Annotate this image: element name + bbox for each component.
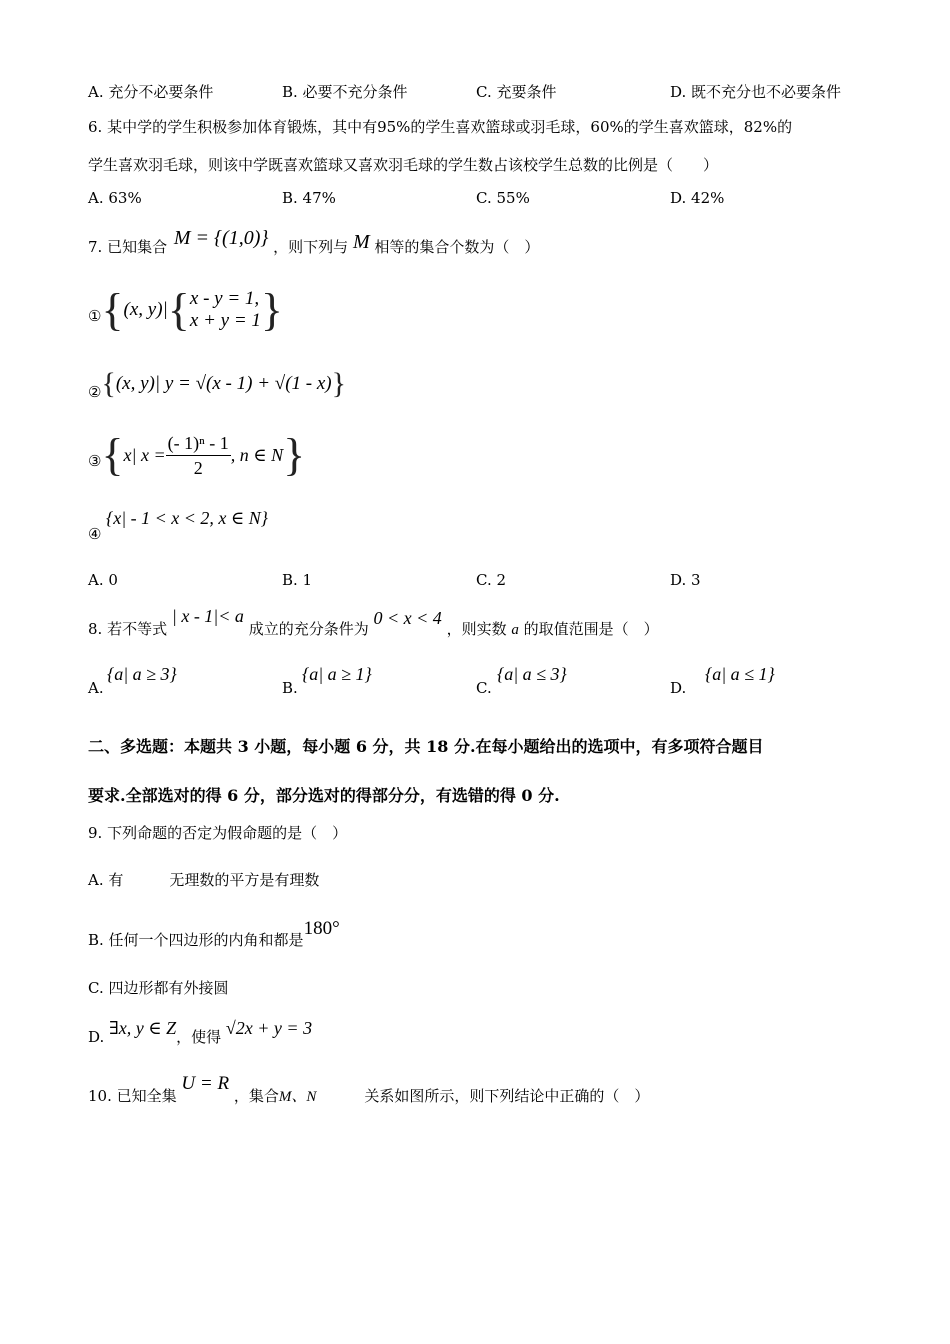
q6-stem-line2: 学生喜欢羽毛球，则该中学既喜欢篮球又喜欢羽毛球的学生数占该校学生总数的比例是（ ） — [88, 156, 719, 174]
q9-option-b — [88, 918, 340, 950]
q10-prefix: 10. 已知全集 — [88, 1087, 177, 1105]
q6-option-b: B. 47% — [282, 189, 336, 207]
q8-middle: 成立的充分条件为 — [248, 620, 369, 638]
q9-option-a — [88, 870, 319, 890]
q7-item3-lhs: x| x = — [123, 445, 166, 465]
q7-middle: ，则下列与 — [273, 238, 349, 256]
q8-suffix-pre: ，则实数 — [446, 620, 507, 638]
q9-option-d — [88, 1018, 313, 1047]
q8-option-a-math: {a| a ≥ 3} — [107, 664, 177, 684]
q7-set-m: M = {(1,0)} — [173, 227, 269, 249]
q7-item3-rhs: , n ∈ N — [230, 445, 284, 465]
q9-stem: 9. 下列命题的否定为假命题的是（ ） — [88, 824, 348, 842]
q5-option-b: B. 必要不充分条件 — [282, 83, 408, 101]
q5-option-d: D. 既不充分也不必要条件 — [670, 83, 842, 101]
q6-option-a: A. 63% — [88, 189, 142, 207]
q10-suffix: 关系如图所示，则下列结论中正确的（ ） — [364, 1087, 650, 1105]
q7-item-1 — [88, 284, 283, 335]
q7-option-a: A. 0 — [88, 571, 118, 589]
q9-option-a-post: 无理数的平方是有理数 — [169, 871, 320, 889]
q7-item-2 — [88, 366, 346, 401]
q9-option-d-math2: √2x + y = 3 — [225, 1018, 313, 1038]
q7-option-b: B. 1 — [282, 571, 313, 589]
q7-stem — [88, 227, 540, 257]
q7-item1-lhs: (x, y)| — [123, 299, 168, 320]
q8-stem — [88, 606, 659, 640]
q8-option-c-label: C. — [476, 679, 492, 697]
q7-option-d: D. 3 — [670, 571, 701, 589]
q9-option-a-pre: A. 有 — [88, 871, 124, 889]
q7-item3-label: ③ — [88, 452, 102, 470]
q9-option-c: C. 四边形都有外接圆 — [88, 979, 229, 997]
q7-suffix: 相等的集合个数为（ ） — [374, 238, 540, 256]
q7-item2-math: (x, y)| y = √(x - 1) + √(1 - x) — [115, 373, 332, 394]
q5-option-a: A. 充分不必要条件 — [88, 83, 214, 101]
q7-item1-label: ① — [88, 307, 102, 325]
q7-item4-math: {x| - 1 < x < 2, x ∈ N} — [106, 508, 268, 528]
q7-item-3 — [88, 426, 305, 483]
q8-option-b-math: {a| a ≥ 1} — [302, 664, 372, 684]
q8-option-d-label: D. — [670, 679, 687, 697]
q8-option-d-math: {a| a ≤ 1} — [705, 664, 775, 684]
q8-option-c-math: {a| a ≤ 3} — [497, 664, 567, 684]
q6-option-d: D. 42% — [670, 189, 725, 207]
q7-item1-brace-close: } — [260, 284, 283, 335]
q7-m: M — [352, 231, 370, 253]
q7-item4-label: ④ — [88, 525, 102, 543]
section2-heading-line1: 二、多选题：本题共 3 小题，每小题 6 分，共 18 分.在每小题给出的选项中，有多项符合题目 — [88, 737, 764, 756]
q10-sets-mn: M、N — [278, 1089, 317, 1105]
q9-option-b-text: B. 任何一个四边形的内角和都是 — [88, 931, 304, 949]
q7-item1-eq1: x - y = 1, — [189, 288, 260, 309]
q10-universal-set: U = R — [181, 1073, 230, 1094]
q8-option-b-label: B. — [282, 679, 298, 697]
q9-option-d-math1: ∃x, y ∈ Z — [109, 1018, 177, 1038]
q6-stem-line1: 6. 某中学的学生积极参加体育锻炼，其中有95%的学生喜欢篮球或羽毛球，60%的学生喜欢篮球，82%的 — [88, 118, 793, 136]
q9-option-d-label: D. — [88, 1028, 105, 1046]
q7-item2-brace-open: { — [101, 367, 116, 400]
q8-inequality: | x - 1|< a — [171, 606, 244, 626]
q7-item3-numerator: (- 1)ⁿ - 1 — [166, 431, 231, 456]
section2-heading-line2: 要求.全部选对的得 6 分，部分选对的得部分分，有选错的得 0 分. — [88, 786, 560, 805]
q7-item2-label: ② — [88, 383, 102, 401]
q7-prefix: 7. 已知集合 — [88, 238, 168, 256]
q7-item3-brace-open: { — [101, 429, 124, 480]
q6-option-c: C. 55% — [476, 189, 530, 207]
q9-option-b-math: 180° — [303, 918, 340, 939]
q8-var-a: a — [511, 622, 519, 638]
q8-option-a-label: A. — [88, 679, 104, 697]
q7-item3-denominator: 2 — [193, 457, 203, 478]
q10-middle: ，集合 — [233, 1087, 279, 1105]
q7-item1-eq2: x + y = 1 — [189, 310, 261, 331]
q7-item1-system — [190, 288, 261, 332]
q8-suffix: 的取值范围是（ ） — [523, 620, 659, 638]
q7-item3-brace-close: } — [283, 429, 306, 480]
q10-stem — [88, 1073, 650, 1107]
q7-item2-brace-close: } — [331, 367, 347, 400]
q7-option-c: C. 2 — [476, 571, 507, 589]
q5-option-c: C. 充要条件 — [476, 83, 557, 101]
q7-item1-inner-brace: { — [167, 284, 190, 335]
q8-condition: 0 < x < 4 — [373, 608, 442, 628]
q8-prefix: 8. 若不等式 — [88, 620, 168, 638]
q9-option-d-mid: ，使得 — [176, 1028, 222, 1046]
q7-item3-fraction — [166, 431, 231, 480]
q7-item1-brace-open: { — [101, 284, 124, 335]
